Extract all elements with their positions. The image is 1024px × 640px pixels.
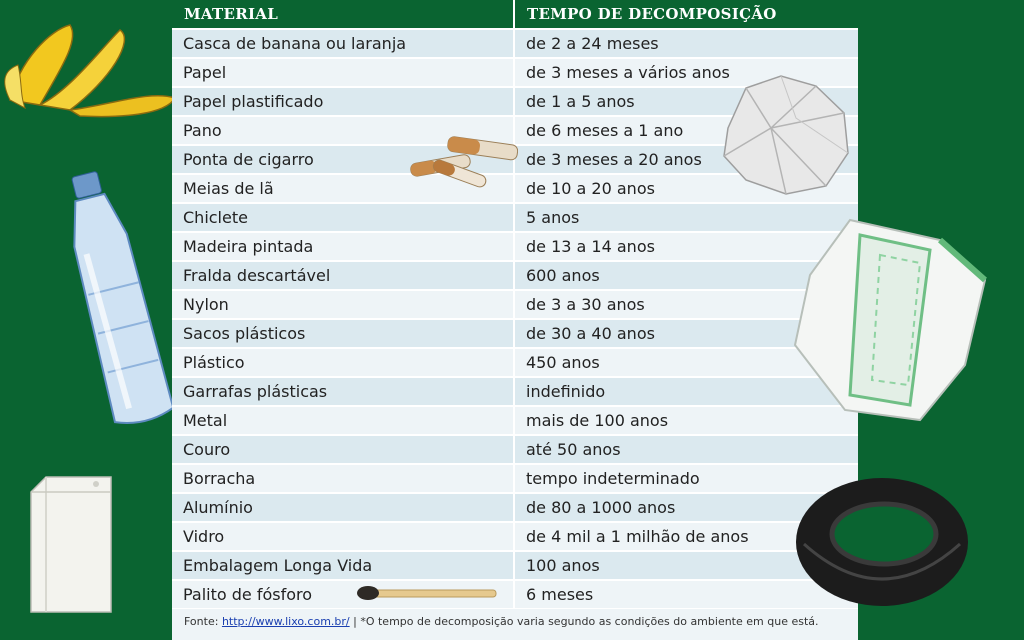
material-cell: Couro [172, 435, 514, 464]
material-cell: Papel plastificado [172, 87, 514, 116]
decomposition-time-cell: 450 anos [514, 348, 858, 377]
decomposition-time-cell: de 4 mil a 1 milhão de anos [514, 522, 858, 551]
material-cell: Alumínio [172, 493, 514, 522]
table-row [172, 522, 858, 551]
matchstick-icon [354, 582, 499, 606]
table-row [172, 348, 858, 377]
footer-note: | *O tempo de decomposição varia segundo as condições do ambiente em que está. [353, 615, 819, 628]
table-row [172, 232, 858, 261]
cigarette-butts-icon [406, 128, 518, 190]
source-link[interactable]: http://www.lixo.com.br/ [221, 615, 350, 628]
decomposition-time-cell: até 50 anos [514, 435, 858, 464]
material-cell: Embalagem Longa Vida [172, 551, 514, 580]
table-row [172, 580, 858, 609]
decomposition-time-cell: 6 meses [514, 580, 858, 609]
material-cell: Ponta de cigarro [172, 145, 514, 174]
decomposition-time-cell: 5 anos [514, 203, 858, 232]
decomposition-time-cell: de 10 a 20 anos [514, 174, 858, 203]
table-row [172, 406, 858, 435]
decomposition-time-cell: de 13 a 14 anos [514, 232, 858, 261]
table-row [172, 435, 858, 464]
crumpled-paper-icon [716, 68, 854, 198]
table-row [172, 551, 858, 580]
decomposition-time-cell: indefinido [514, 377, 858, 406]
material-cell: Garrafas plásticas [172, 377, 514, 406]
table-row [172, 261, 858, 290]
decomposition-time-cell: de 1 a 5 anos [514, 87, 858, 116]
decomposition-time-cell: tempo indeterminado [514, 464, 858, 493]
table-row [172, 493, 858, 522]
material-cell: Borracha [172, 464, 514, 493]
source-label: Fonte: [184, 615, 219, 628]
banana-peel-icon [0, 10, 180, 120]
material-cell: Plástico [172, 348, 514, 377]
table-row [172, 377, 858, 406]
material-cell: Chiclete [172, 203, 514, 232]
tire-icon [794, 474, 969, 609]
table-row [172, 203, 858, 232]
material-cell: Pano [172, 116, 514, 145]
material-cell: Palito de fósforo [172, 580, 514, 609]
material-cell: Vidro [172, 522, 514, 551]
plastic-bottle-icon [50, 168, 185, 428]
decomposition-time-cell: 100 anos [514, 551, 858, 580]
header-decomposition-time: TEMPO DE DECOMPOSIÇÃO [514, 0, 858, 29]
table-row [172, 464, 858, 493]
decomposition-time-cell: 600 anos [514, 261, 858, 290]
material-cell: Metal [172, 406, 514, 435]
table-row [172, 29, 858, 58]
decomposition-time-cell: de 30 a 40 anos [514, 319, 858, 348]
milk-carton-icon [26, 472, 116, 617]
table-header-row [172, 0, 858, 29]
decomposition-time-cell: de 3 meses a vários anos [514, 58, 858, 87]
decomposition-time-cell: de 3 a 30 anos [514, 290, 858, 319]
decomposition-time-cell: mais de 100 anos [514, 406, 858, 435]
material-cell: Meias de lã [172, 174, 514, 203]
material-cell: Papel [172, 58, 514, 87]
decomposition-time-cell: de 3 meses a 20 anos [514, 145, 858, 174]
material-cell: Fralda descartável [172, 261, 514, 290]
header-material: MATERIAL [172, 0, 514, 29]
decomposition-time-cell: de 2 a 24 meses [514, 29, 858, 58]
table-container [172, 0, 858, 640]
material-cell: Casca de banana ou laranja [172, 29, 514, 58]
table-row [172, 290, 858, 319]
table-row [172, 319, 858, 348]
diaper-icon [790, 215, 995, 430]
decomposition-time-cell: de 80 a 1000 anos [514, 493, 858, 522]
material-cell: Madeira pintada [172, 232, 514, 261]
material-cell: Nylon [172, 290, 514, 319]
decomposition-time-cell: de 6 meses a 1 ano [514, 116, 858, 145]
material-cell: Sacos plásticos [172, 319, 514, 348]
source-footer [172, 609, 858, 640]
